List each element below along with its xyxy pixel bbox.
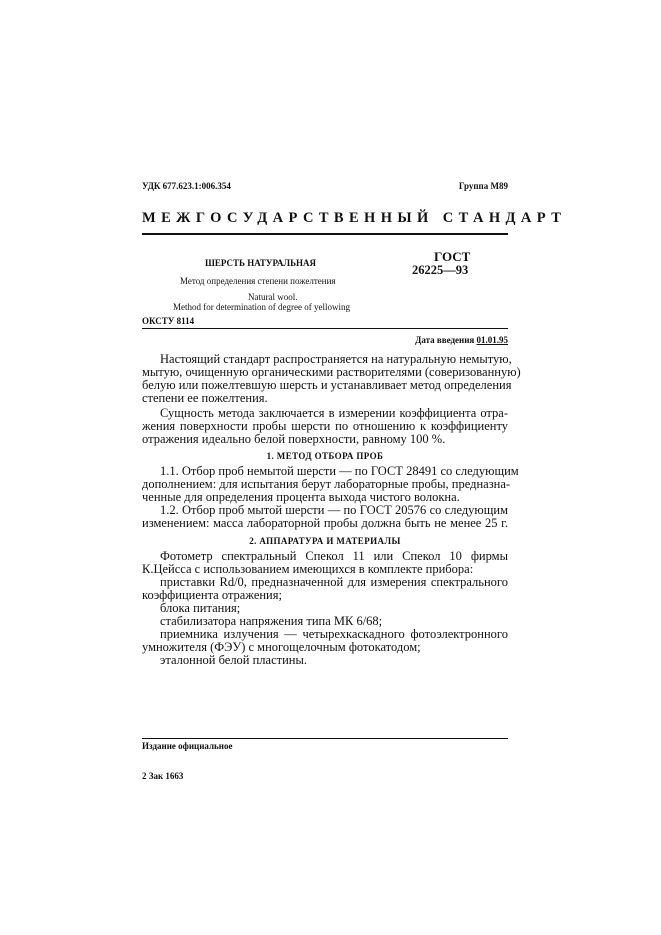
section-1-paragraph-line: изменением: масса лабораторной пробы должна быть не менее 25 г. (142, 516, 508, 530)
official-edition: Издание официальное (142, 741, 233, 751)
section-1-paragraph-line: дополнением: для испытания берут лабораторные пробы, предназна- (142, 477, 511, 491)
order-number: 2 Зак 1663 (142, 771, 184, 781)
date-value: 01.01.95 (476, 335, 508, 345)
section-1-heading: 1. МЕТОД ОТБОРА ПРОБ (266, 451, 384, 461)
section-2-item: стабилизатора напряжения типа МК 6/68; (160, 614, 383, 628)
intro-line: белую или пожелтевшую шерсть и устанавливает метод определения (142, 378, 512, 392)
title-rule (142, 328, 508, 329)
essence-line: отражения идеально белой поверхности, равному 100 %. (142, 432, 446, 446)
section-1-paragraph-line: ченные для определения процента выхода чистого волокна. (142, 490, 460, 504)
essence-line: Сущность метода заключается в измерении коэффициента отра- (160, 406, 508, 420)
introduction-date (415, 335, 508, 345)
english-title-line1: Natural wool. (248, 292, 298, 302)
section-2-item: эталонной белой пластины. (160, 653, 308, 667)
section-2-item: умножителя (ФЭУ) с многощелочным фотокатодом; (142, 640, 421, 654)
okstu-code: ОКСТУ 8114 (142, 316, 195, 326)
section-2-line: Фотометр спектральный Спекол 11 или Спекол 10 фирмы (160, 549, 508, 563)
section-2-line: К.Цейсса с использованием имеющихся в комплекте прибора: (142, 562, 474, 576)
date-label: Дата введения (415, 335, 475, 345)
udk-code: УДК 677.623.1:006.354 (142, 181, 231, 191)
group-code: Группа М89 (458, 181, 508, 191)
english-title-line2: Method for determination of degree of yellowing (173, 302, 350, 312)
section-2-item: коэффициента отражения; (142, 588, 282, 602)
section-1-paragraph-line: 1.1. Отбор проб немытой шерсти — по ГОСТ 28491 со следующим (160, 464, 519, 478)
gost-label: ГОСТ (434, 249, 471, 264)
document-subtitle: Метод определения степени пожелтения (180, 276, 336, 286)
section-2-heading: 2. АППАРАТУРА И МАТЕРИАЛЫ (249, 536, 401, 546)
footer-rule (142, 738, 508, 739)
intro-line: Настоящий стандарт распространяется на натуральную немытую, (160, 352, 512, 366)
gost-number: 26225—93 (412, 263, 469, 277)
section-2-item: блока питания; (160, 601, 241, 615)
document-title: ШЕРСТЬ НАТУРАЛЬНАЯ (205, 258, 317, 268)
standard-banner: МЕЖГОСУДАРСТВЕННЫЙ СТАНДАРТ (142, 210, 567, 226)
intro-line: мытую, очищенную органическими растворителями (соверизованную) (142, 365, 521, 379)
section-2-item: приставки Rd/0, предназначенной для измерения спектрального (160, 575, 508, 589)
essence-line: жения поверхности пробы шерсти по отношению к коэффициенту (142, 419, 508, 433)
section-2-item: приемника излучения — четырехкаскадного фотоэлектронного (160, 627, 508, 641)
banner-rule (142, 233, 508, 235)
section-1-paragraph-line: 1.2. Отбор проб мытой шерсти — по ГОСТ 20576 со следующим (160, 503, 508, 517)
intro-line: степени ее пожелтения. (142, 391, 268, 405)
